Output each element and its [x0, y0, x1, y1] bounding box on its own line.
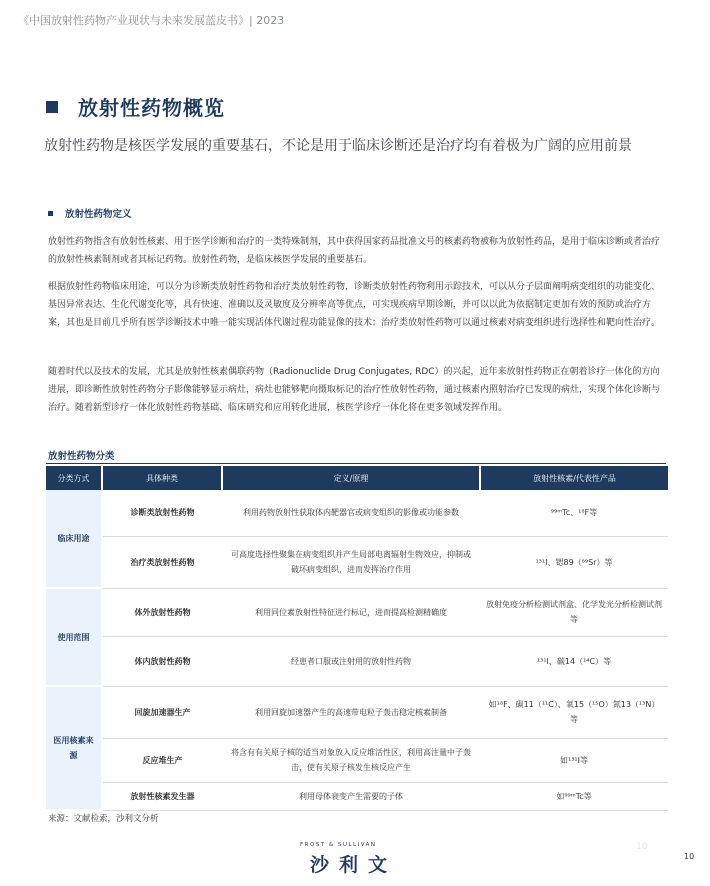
- table-cell-definition: 将含有有关原子核的适当对象放入反应堆活性区，利用高注量中子轰击，使有关原子核发生核反应产生: [222, 738, 480, 782]
- table-cell-kind: 反应堆生产: [102, 738, 222, 782]
- page-number: 10: [684, 852, 695, 861]
- table-cell-kind: 放射性核素发生器: [102, 782, 222, 810]
- definition-paragraph-1: 放射性药物指含有放射性核素、用于医学诊断和治疗的一类特殊制剂，其中获得国家药品批准文号的核素药物被称为放射性药品，是用于临床诊断或者治疗的放射性核素制剂或者其标记药物。放射性药物，是临床核医学发展的重要基石。: [48, 237, 661, 265]
- table-cell-product: ⁹⁹ᵐTc、¹⁸F等: [480, 490, 668, 536]
- square-bullet-icon: [46, 101, 58, 113]
- watermark-page-number: 10: [636, 842, 648, 852]
- table-cell-product: 如¹⁸F、碳11（¹¹C）、氧15（¹⁵O）氮13（¹³N）等: [480, 686, 668, 738]
- table-header: 定义/原理: [222, 466, 480, 490]
- table-group-cell: 医用核素来源: [46, 686, 102, 810]
- table-header: 放射性核素/代表性产品: [480, 466, 668, 490]
- definition-heading-text: 放射性药物定义: [65, 209, 132, 220]
- table-cell-product: ¹³¹I、锶89（⁸⁹Sr）等: [480, 536, 668, 588]
- table-group-cell: 临床用途: [46, 490, 102, 588]
- table-cell-product: 如⁹⁹ᵐTc等: [480, 782, 668, 810]
- table-cell-definition: 利用回旋加速器产生的高速带电粒子轰击稳定核素制备: [222, 686, 480, 738]
- table-cell-kind: 体外放射性药物: [102, 588, 222, 636]
- table-cell-kind: 诊断类放射性药物: [102, 490, 222, 536]
- frost-sullivan-logo: 沙利文: [310, 854, 398, 876]
- definition-paragraph-2: 根据放射性药物临床用途，可以分为诊断类放射性药物和治疗类放射性药物，诊断类放射性药物利用示踪技术，可以从分子层面阐明病变组织的功能变化、基因异常表达、生化代谢变化等，具有快速、准确以及灵敏度及分辨率高等优点，可实现疾病早期诊断，并可以以此为依据制定更加有效的预防或治疗方案，其也是目前几乎所有医学诊断技术中唯一能实现活体代谢过程功能显像的技术；治疗类放射性药物可以通过核素对病变组织进行选择性和靶向性治疗。: [48, 282, 661, 328]
- table-header: 分类方式: [46, 466, 102, 490]
- table-cell-kind: 治疗类放射性药物: [102, 536, 222, 588]
- table-cell-definition: 可高度选择性聚集在病变组织并产生局部电离辐射生物效应，抑制或破坏病变组织，进而发挥治疗作用: [222, 536, 480, 588]
- table-cell-definition: 利用药物放射性获取体内靶器官或病变组织的影像或功能参数: [222, 490, 480, 536]
- section-title: [46, 92, 225, 121]
- section-title-text: 放射性药物概览: [78, 96, 225, 120]
- section-subtitle: 放射性药物是核医学发展的重要基石，不论是用于临床诊断还是治疗均有着极为广阔的应用前景: [44, 138, 632, 154]
- table-cell-definition: 利用母体衰变产生需要的子体: [222, 782, 480, 810]
- table-cell-product: 放射免疫分析检测试剂盒、化学发光分析检测试剂等: [480, 588, 668, 636]
- source-note: 来源：文献检索，沙利文分析: [48, 814, 159, 824]
- table-title-divider: [46, 463, 666, 464]
- report-header: 《中国放射性药物产业现状与未来发展蓝皮书》| 2023: [18, 14, 285, 27]
- table-cell-definition: 经患者口服或注射用的放射性药物: [222, 636, 480, 686]
- table-cell-product: 如¹³¹I等: [480, 738, 668, 782]
- table-cell-product: ¹³¹I、碳14（¹⁴C）等: [480, 636, 668, 686]
- table-cell-kind: 回旋加速器生产: [102, 686, 222, 738]
- classification-table: [46, 466, 668, 811]
- definition-paragraph-3: 随着时代以及技术的发展，尤其是放射性核素偶联药物（Radionuclide Drug Conjugates, RDC）的兴起，近年来放射性药物正在朝着诊疗一体化的方向进展，即诊断性放射性药物分子影像能够显示病灶，病灶也能够靶向摄取标记的治疗性放射性药物，通过核素内照射治疗已发现的病灶，实现个体化诊断与治疗。随着新型诊疗一体化放射性药物基础、临床研究和应用转化进展，核医学诊疗一体化将在更多领域发挥作用。: [48, 367, 661, 413]
- definition-heading: [48, 206, 132, 220]
- table-header: 具体种类: [102, 466, 222, 490]
- small-square-bullet-icon: [48, 211, 53, 216]
- table-cell-definition: 利用同位素放射性特征进行标记，进而提高检测精确度: [222, 588, 480, 636]
- table-cell-kind: 体内放射性药物: [102, 636, 222, 686]
- table-title: 放射性药物分类: [48, 451, 115, 462]
- table-group-cell: 使用范围: [46, 588, 102, 686]
- logo-caption: FROST & SULLIVAN: [300, 842, 377, 848]
